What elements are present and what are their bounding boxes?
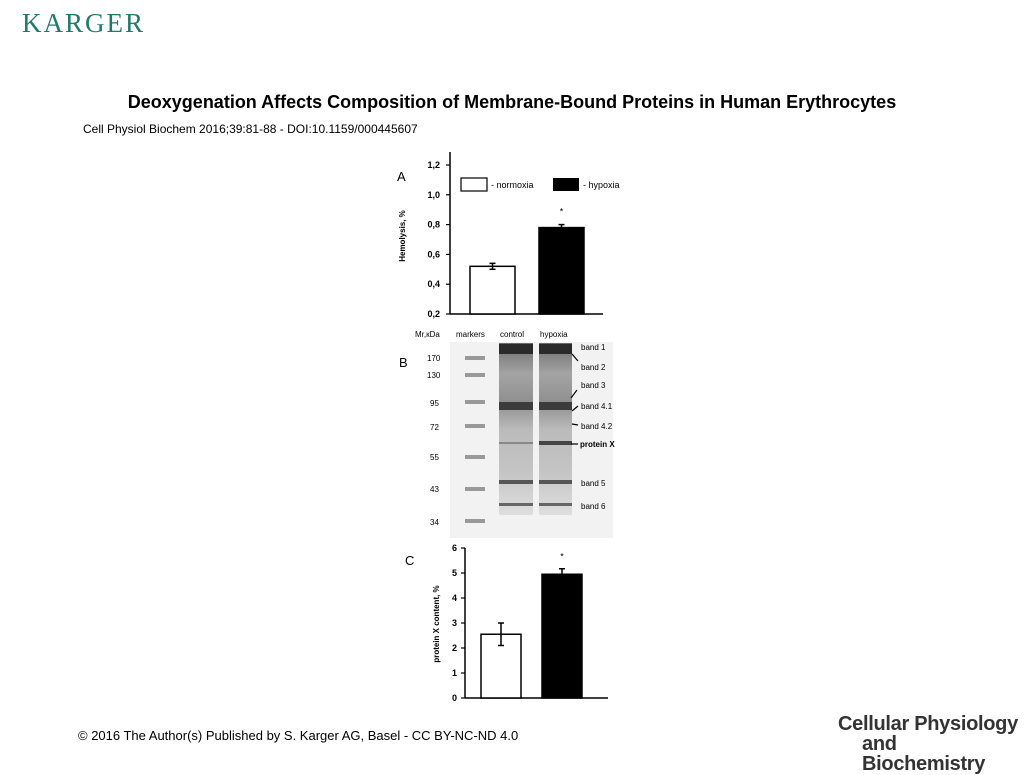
panel-a-bar-hypoxia <box>539 228 584 314</box>
panel-c-y-label: protein X content, % <box>432 585 441 663</box>
marker-band-34 <box>465 519 485 523</box>
gel-band6-hypoxia <box>539 503 572 506</box>
marker-band-170 <box>465 356 485 360</box>
marker-band-55 <box>465 455 485 459</box>
mw-tick-95: 95 <box>430 399 439 408</box>
band-label-1: band 1 <box>581 343 606 352</box>
panel-c-y-tick-label: 6 <box>451 543 457 553</box>
band-label-4-2: band 4.2 <box>581 422 613 431</box>
band-label-5: band 5 <box>581 479 606 488</box>
journal-line-2: and Biochemistry <box>862 733 986 775</box>
lane-label-hypoxia: hypoxia <box>540 330 568 339</box>
mw-tick-55: 55 <box>430 453 439 462</box>
legend-swatch-normoxia <box>461 178 487 191</box>
panel-a-letter: A <box>397 169 406 184</box>
mw-tick-170: 170 <box>427 354 441 363</box>
band-label-4-1: band 4.1 <box>581 402 613 411</box>
marker-band-95 <box>465 400 485 404</box>
panel-c-y-tick-label: 5 <box>451 568 457 578</box>
gel-band6-control <box>499 503 533 506</box>
marker-band-72 <box>465 424 485 428</box>
panel-a-significance-star: * <box>559 206 564 217</box>
journal-logo <box>838 714 1024 774</box>
gel-band5-hypoxia <box>539 480 572 484</box>
gel-lane-control <box>499 343 533 515</box>
copyright-notice: © 2016 The Author(s) Published by S. Karger AG, Basel - CC BY-NC-ND 4.0 <box>78 728 519 743</box>
marker-band-130 <box>465 373 485 377</box>
gel-band5-control <box>499 480 533 484</box>
band-label-3: band 3 <box>581 381 606 390</box>
gel-proteinx-hypoxia <box>539 441 572 445</box>
gel-band-top-hypoxia <box>539 344 572 354</box>
mw-tick-130: 130 <box>427 371 441 380</box>
panel-a-bar-normoxia <box>470 266 515 314</box>
panel-c-y-tick-label: 3 <box>451 618 457 628</box>
marker-band-43 <box>465 487 485 491</box>
panel-b-letter: B <box>399 355 408 370</box>
mw-tick-34: 34 <box>430 518 439 527</box>
panel-c-y-tick-label: 1 <box>451 668 457 678</box>
panel-c-significance-star: * <box>560 551 564 562</box>
panel-c-y-tick-label: 2 <box>451 643 457 653</box>
gel-band3-hypoxia <box>539 402 572 410</box>
band-label-protein-x: protein X <box>580 440 615 449</box>
gel-lane-hypoxia <box>539 343 572 515</box>
band-label-2: band 2 <box>581 363 606 372</box>
panel-a-y-tick-label: 0,6 <box>427 249 440 260</box>
panel-c-chart <box>405 543 608 703</box>
panel-c-bar-hypoxia <box>542 574 582 698</box>
mw-header: Mr,кDa <box>415 330 440 339</box>
panel-c-letter: C <box>405 553 415 568</box>
article-citation: Cell Physiol Biochem 2016;39:81-88 - DOI:10.1159/000445607 <box>83 122 418 136</box>
panel-c-y-tick-label: 4 <box>451 593 457 603</box>
karger-logo: KARGER <box>22 8 146 38</box>
gel-band-top-control <box>499 344 533 354</box>
panel-b-gel <box>399 330 615 538</box>
panel-a-y-tick-label: 1,0 <box>427 189 440 200</box>
legend-hypoxia: - hypoxia <box>583 180 620 190</box>
lane-label-markers: markers <box>456 330 485 339</box>
panel-a-y-tick-label: 1,2 <box>427 160 440 170</box>
panel-a-y-tick-label: 0,8 <box>427 219 440 230</box>
panel-a-y-tick-label: 0,4 <box>427 279 440 290</box>
band-label-6: band 6 <box>581 502 606 511</box>
gel-proteinx-control <box>499 442 533 444</box>
panel-a-y-label: Hemolysis, % <box>398 210 407 262</box>
gel-band3-control <box>499 402 533 410</box>
panel-c-y-tick-label: 0 <box>451 693 457 703</box>
legend-swatch-hypoxia <box>553 178 579 191</box>
mw-tick-43: 43 <box>430 485 439 494</box>
journal-line-1: Cellular Physiology <box>838 713 1018 735</box>
legend-normoxia: - normoxia <box>491 180 534 190</box>
article-title: Deoxygenation Affects Composition of Membrane-Bound Proteins in Human Erythrocytes <box>127 92 897 112</box>
panel-a-chart <box>397 152 620 319</box>
panel-a-y-tick-label: 0,2 <box>427 309 440 319</box>
lane-label-control: control <box>500 330 525 339</box>
mw-tick-72: 72 <box>430 423 439 432</box>
